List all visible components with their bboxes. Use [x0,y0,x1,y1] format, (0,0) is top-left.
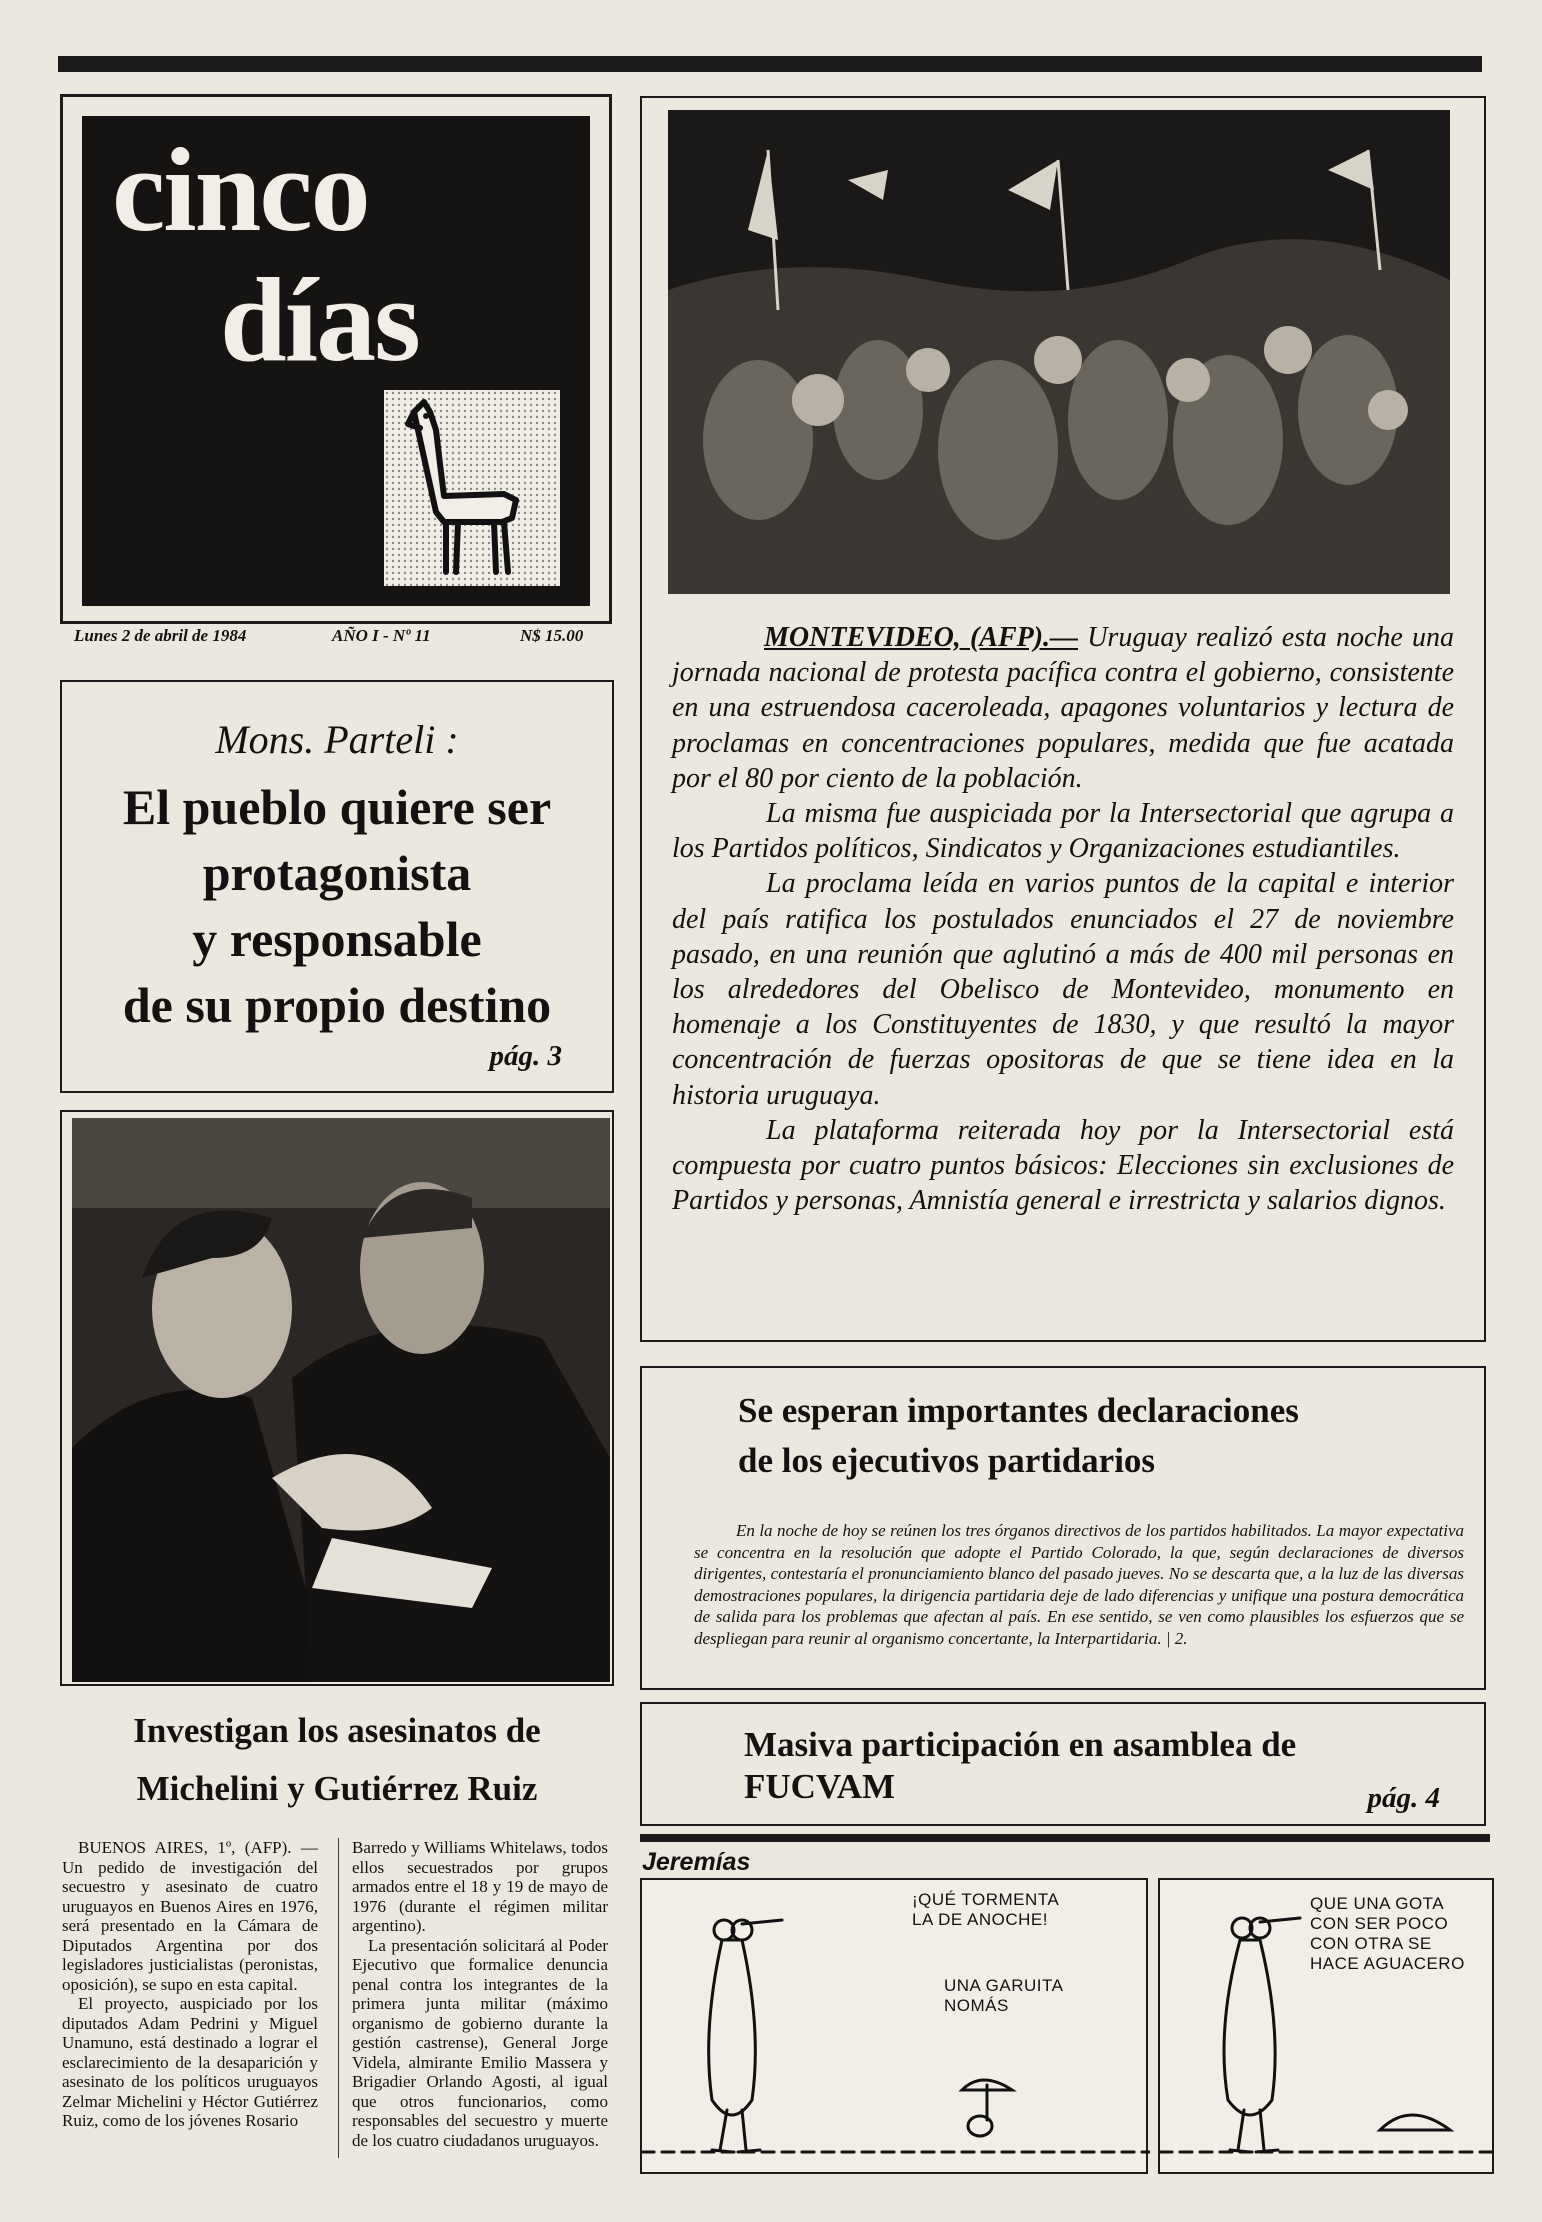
comic-speech-bubble [912,1890,1059,1930]
comic-panel-1 [640,1878,1148,2174]
politicians-photo [72,1118,610,1682]
parteli-headline-line: y responsable [192,911,482,967]
comic-bubble-line: LA DE ANOCHE! [912,1910,1048,1929]
parteli-page-ref: pág. 3 [489,1040,562,1072]
lead-paragraph-text: Uruguay realizó esta noche una jornada nacional de protesta pacífica contra el gobierno, consistente en una estruendosa caceroleada, apagones voluntarios y lectura de proclamas en concentraciones populares, medida que fue acatada por el 80 por ciento de la población. [672,622,1454,794]
comic-bubble-line: UNA GARUITA [944,1976,1064,1995]
investigan-paragraph: El proyecto, auspiciado por los diputados Adam Pedrini y Miguel Unamuno, está destinado a lograr el esclarecimiento de la desaparición y asesinato de los políticos uruguayos Zelmar Michelini y Héctor Gutiérrez Ruiz, como de los jóvenes Rosario [62,1994,318,2130]
lead-paragraph: La plataforma reiterada hoy por la Intersectorial está compuesta por cuatro puntos básicos: Elecciones sin exclusiones de Partidos y personas, Amnistía general e irrestricta y salarios dignos. [672,1114,1454,1217]
fucvam-headline-line: FUCVAM [744,1767,896,1806]
comic-speech-bubble [1310,1894,1465,1974]
parteli-headline-line: El pueblo quiere ser [122,779,552,835]
ejecutivos-headline [738,1386,1299,1486]
investigan-paragraph: La presentación solicitará al Poder Ejecutivo que formalice denuncia penal contra los integrantes de la primera junta militar (máximo organismo de gobierno durante la gestión castrense), General Jorge Videla, almirante Emilio Massera y Brigadier Orlando Agosti, al igual que otros funcionarios, como responsables del secuestro y muerte de los cuatro ciudadanos uruguayos. [352,1935,608,2150]
fucvam-headline [744,1724,1296,1808]
column-divider [338,1838,339,2158]
comic-bubble-line: HACE AGUACERO [1310,1954,1465,1973]
issue-price: N$ 15.00 [520,626,584,645]
comic-title: Jeremías [642,1848,751,1876]
fucvam-page-ref: pág. 4 [1367,1782,1440,1814]
masthead-title-line1: cinco [112,123,369,256]
comic-bubble-line: ¡QUÉ TORMENTA [912,1890,1060,1909]
protest-crowd-photo [668,110,1450,594]
comic-bubble-line: CON OTRA SE [1310,1934,1432,1953]
investigan-headline-line: Michelini y Gutiérrez Ruiz [136,1769,538,1808]
ejecutivos-box [640,1366,1486,1690]
fucvam-box [640,1702,1486,1826]
investigan-paragraph: Barredo y Williams Whitelaws, todos ellos secuestrados por grupos armados entre el 18 y 19 de mayo de 1976 (durante el régimen militar argentino). [352,1838,608,1935]
issue-date: Lunes 2 de abril de 1984 [74,626,247,645]
investigan-headline-line: Investigan los asesinatos de [133,1711,541,1750]
lead-paragraph: La proclama leída en varios puntos de la capital e interior del país ratifica los postulados enunciados el 27 de noviembre pasado, en una reunión que aglutinó a más de 400 mil personas en los alrededores del Obelisco de Montevideo, monumento en homenaje a los Constituyentes de 1830, y que resultó la mayor concentración de fuerzas opositoras de que se tiene idea en la historia uruguaya. [672,868,1454,1111]
lead-article-body [672,620,1454,1218]
investigan-column-1 [62,1838,318,2131]
ejecutivos-headline-line: de los ejecutivos partidarios [738,1441,1156,1480]
masthead-title-line2: días [220,253,419,386]
lead-dateline: MONTEVIDEO, (AFP).— [764,622,1079,653]
ejecutivos-headline-line: Se esperan importantes declaraciones [738,1391,1299,1430]
investigan-headline [60,1702,614,1818]
comic-panel-2 [1158,1878,1494,2174]
comic-bubble-line: CON SER POCO [1310,1914,1449,1933]
parteli-headline [62,774,612,1038]
lead-paragraph [672,620,1454,796]
llama-logo-icon [384,390,560,586]
comic-speech-bubble [944,1976,1063,2016]
lead-paragraph: La misma fue auspiciada por la Intersectorial que agrupa a los Partidos políticos, Sindicatos y Organizaciones estudiantiles. [672,798,1454,865]
parteli-kicker: Mons. Parteli : [215,717,459,762]
comic-bubble-line: NOMÁS [944,1996,1009,2015]
ejecutivos-body: En la noche de hoy se reúnen los tres órganos directivos de los partidos habilitados. La mayor expectativa se concentra en la resolución que adopte el Partido Colorado, la que, según declaraciones de diversos dirigentes, contestaría el pronunciamiento blanco del pasado jueves. No se descarta que, a la luz de las diversas demostraciones populares, la dirigencia partidaria deje de lado diferencias y unifique una postura democrática de salida para los problemas que afectan al país. En ese sentido, se ven como plausibles los esfuerzos que se despliegan para reunir al organismo concertante, la Interpartidaria. | 2. [694,1521,1464,1648]
dateline-bar [74,626,604,656]
fucvam-headline-line: Masiva participación en asamblea de [744,1725,1297,1764]
comic-bubble-line: QUE UNA GOTA [1310,1894,1445,1913]
parteli-headline-line: de su propio destino [122,977,552,1033]
investigan-paragraph: BUENOS AIRES, 1º, (AFP). — Un pedido de investigación del secuestro y asesinato de cuatro uruguayos en Buenos Aires en 1976, será presentado en la Cámara de Diputados Argentina por dos legisladores justicialistas (peronistas, oposición), se supo en esta capital. [62,1838,318,1994]
parteli-box [60,680,614,1093]
parteli-headline-line: protagonista [202,845,472,901]
bird-drawing-icon [642,1880,1150,2176]
investigan-column-2 [352,1838,608,2150]
top-rule [58,56,1482,72]
issue-number: AÑO I - Nº 11 [332,626,431,645]
comic-rule [640,1834,1490,1842]
